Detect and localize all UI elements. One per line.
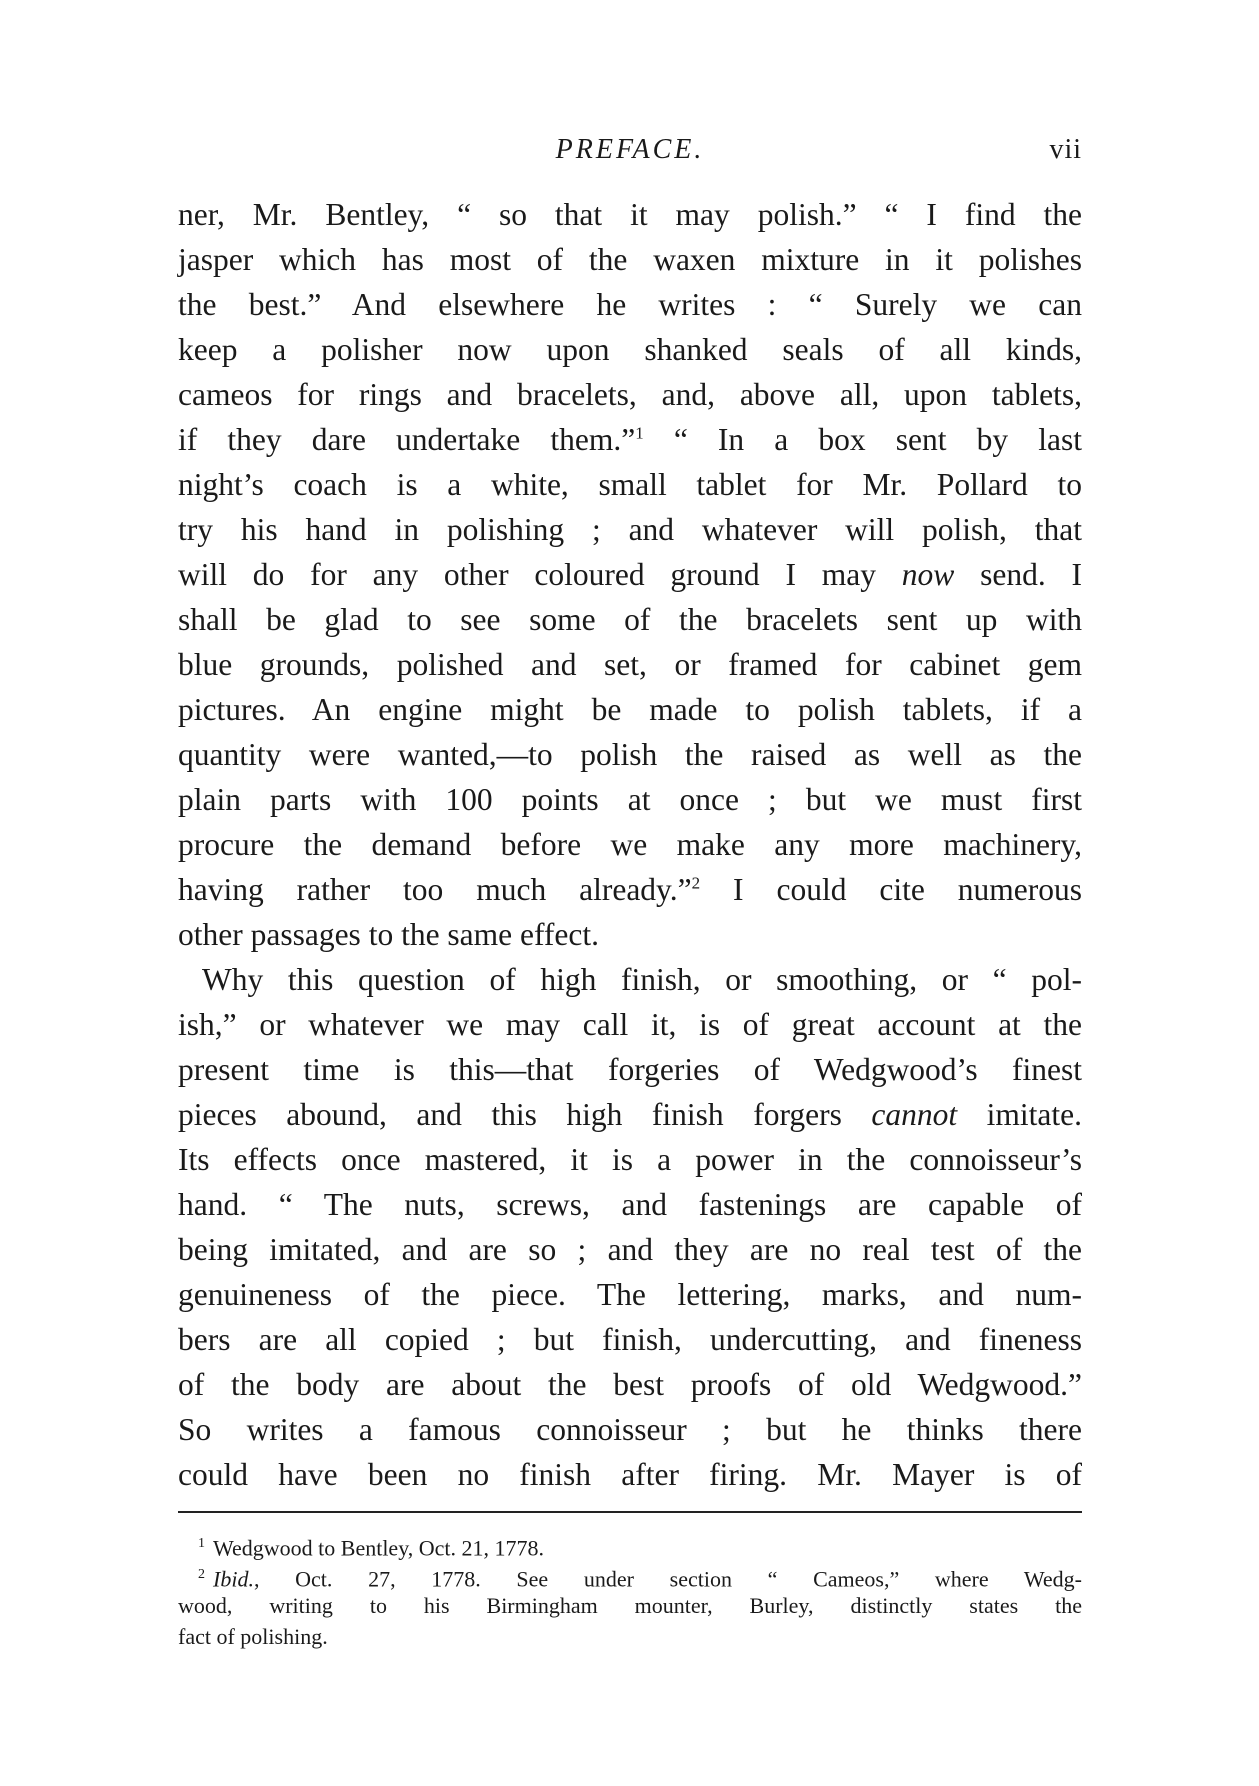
text-line: genuineness of the piece. The lettering, marks, and num- (178, 1277, 1082, 1312)
footnote-reference: 1 (635, 423, 644, 443)
text-fragment: I could cite numerous (700, 872, 1082, 907)
emphasis: now (901, 557, 955, 592)
text-line: pictures. An engine might be made to polish tablets, if a (178, 692, 1082, 727)
text-line: keep a polisher now upon shanked seals of all kinds, (178, 332, 1082, 367)
paragraph-start-line: Why this question of high finish, or smoothing, or “ pol- (202, 962, 1082, 997)
footnote-rule (178, 1511, 1082, 1513)
emphasis: cannot (871, 1097, 958, 1132)
footnote-2-continued: fact of polishing. (178, 1624, 328, 1649)
text-fragment: pieces abound, and this high finish forgers (178, 1097, 872, 1132)
footnotes (178, 1528, 1082, 1652)
text-line: procure the demand before we make any more machinery, (178, 827, 1082, 862)
text-line: being imitated, and are so ; and they are no real test of the (178, 1232, 1082, 1267)
footnote-mark: 2 (198, 1567, 205, 1582)
text-fragment: having rather too much already.” (178, 872, 692, 907)
text-line: ner, Mr. Bentley, “ so that it may polish.” “ I find the (178, 197, 1082, 232)
text-line: ish,” or whatever we may call it, is of great account at the (178, 1007, 1082, 1042)
text-line: of the body are about the best proofs of old Wedgwood.” (178, 1367, 1082, 1402)
text-line: hand. “ The nuts, screws, and fastenings are capable of (178, 1187, 1082, 1222)
text-fragment: if they dare undertake them.” (178, 422, 636, 457)
footnote-text: , Oct. 27, 1778. See under section “ Cameos,” where Wedg- (253, 1566, 1082, 1592)
footnote-2-continued: wood, writing to his Birmingham mounter, Burley, distinctly states the (178, 1593, 1082, 1618)
page-number: vii (1049, 134, 1082, 165)
text-line: So writes a famous connoisseur ; but he thinks there (178, 1412, 1082, 1447)
text-line: Its effects once mastered, it is a power in the connoisseur’s (178, 1142, 1082, 1177)
text-line: could have been no finish after firing. Mr. Mayer is of (178, 1457, 1082, 1492)
text-line: the best.” And elsewhere he writes : “ Surely we can (178, 287, 1082, 322)
running-head: PREFACE. (555, 134, 705, 165)
footnote-emphasis: Ibid. (213, 1566, 254, 1592)
footnote-1 (178, 1528, 1082, 1559)
body-text (178, 192, 1082, 1497)
text-line: night’s coach is a white, small tablet for Mr. Pollard to (178, 467, 1082, 502)
text-fragment: imitate. (957, 1097, 1082, 1132)
footnote-mark: 1 (198, 1536, 205, 1551)
text-line: quantity were wanted,—to polish the raised as well as the (178, 737, 1082, 772)
page-header (178, 134, 1082, 174)
text-fragment: “ In a box sent by last (643, 422, 1083, 457)
footnote-text: Wedgwood to Bentley, Oct. 21, 1778. (213, 1535, 545, 1561)
text-fragment: will do for any other coloured ground I may (178, 557, 902, 592)
text-line (178, 552, 1082, 597)
text-line: plain parts with 100 points at once ; but we must first (178, 782, 1082, 817)
text-line (178, 417, 1082, 462)
text-line: present time is this—that forgeries of Wedgwood’s finest (178, 1052, 1082, 1087)
text-line (178, 1092, 1082, 1137)
text-fragment: send. I (954, 557, 1082, 592)
text-line: cameos for rings and bracelets, and, above all, upon tablets, (178, 377, 1082, 412)
text-line (178, 867, 1082, 912)
text-line: other passages to the same effect. (178, 917, 600, 952)
text-line: blue grounds, polished and set, or framed for cabinet gem (178, 647, 1082, 682)
text-line: jasper which has most of the waxen mixture in it polishes (178, 242, 1082, 277)
text-line: shall be glad to see some of the bracelets sent up with (178, 602, 1082, 637)
footnote-2 (178, 1559, 1082, 1590)
text-line: bers are all copied ; but finish, undercutting, and fineness (178, 1322, 1082, 1357)
footnote-reference: 2 (691, 873, 701, 893)
text-line: try his hand in polishing ; and whatever will polish, that (178, 512, 1082, 547)
